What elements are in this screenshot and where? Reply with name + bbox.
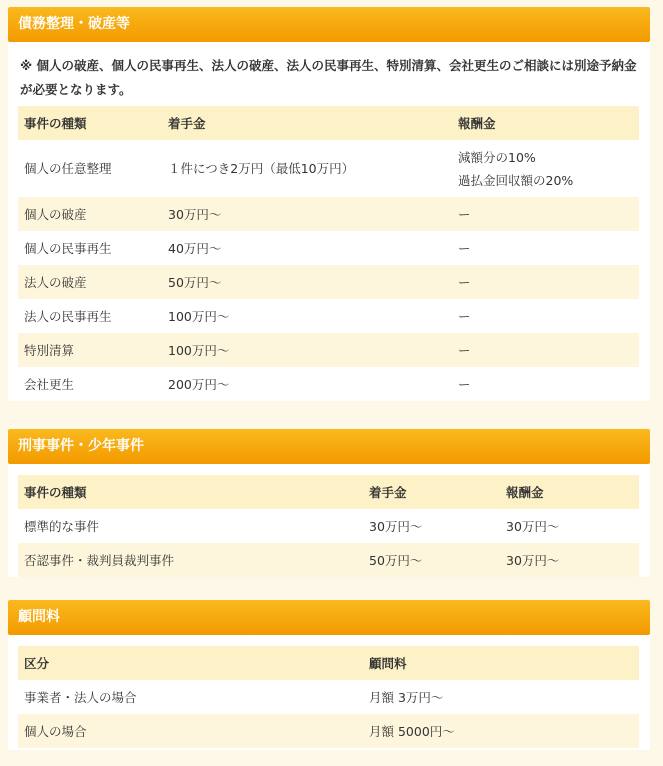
cell-fee: 100万円〜 <box>168 309 230 324</box>
table-header-row <box>18 475 639 509</box>
col-header-fee: 着手金 <box>369 485 407 500</box>
cell-fee: 100万円〜 <box>168 343 230 358</box>
cell-reward: 30万円〜 <box>506 553 560 568</box>
cell-fee: 200万円〜 <box>168 377 230 392</box>
cell-type: 法人の破産 <box>24 275 87 290</box>
table-row <box>18 140 639 197</box>
criminal-fee-table <box>18 475 639 577</box>
table-row <box>18 197 639 231</box>
cell-type: 会社更生 <box>24 377 75 392</box>
table-row <box>18 509 639 543</box>
cell-type: 個人の場合 <box>24 724 87 739</box>
cell-fee: 50万円〜 <box>369 553 423 568</box>
cell-fee: 40万円〜 <box>168 241 222 256</box>
cell-reward: ー <box>458 309 471 324</box>
cell-fee: 30万円〜 <box>369 519 423 534</box>
cell-type: 標準的な事件 <box>24 519 100 534</box>
section-title-retainer: 顧問料 <box>8 600 650 635</box>
cell-type: 否認事件・裁判員裁判事件 <box>24 553 175 568</box>
cell-fee: 月額 3万円〜 <box>369 690 444 705</box>
cell-type: 個人の民事再生 <box>24 241 112 256</box>
table-row <box>18 333 639 367</box>
table-row <box>18 680 639 714</box>
col-header-reward: 報酬金 <box>458 116 496 131</box>
table-row <box>18 265 639 299</box>
col-header-type: 区分 <box>24 656 50 671</box>
cell-reward: 30万円〜 <box>506 519 560 534</box>
table-row <box>18 231 639 265</box>
table-header-row <box>18 106 639 140</box>
section-title-debt: 債務整理・破産等 <box>8 7 650 42</box>
cell-reward: ー <box>458 343 471 358</box>
col-header-type: 事件の種類 <box>24 116 87 131</box>
cell-fee: 50万円〜 <box>168 275 222 290</box>
section-title-criminal: 刑事事件・少年事件 <box>8 429 650 464</box>
table-row <box>18 299 639 333</box>
table-row <box>18 543 639 577</box>
table-row <box>18 367 639 401</box>
section-retainer <box>8 600 650 750</box>
table-header-row <box>18 646 639 680</box>
section-criminal <box>8 429 650 577</box>
cell-reward <box>452 140 639 197</box>
reward-line-1: 減額分の10% <box>458 149 536 165</box>
debt-fee-table <box>18 106 639 401</box>
cell-type: 特別清算 <box>24 343 75 358</box>
cell-type: 事業者・法人の場合 <box>24 690 137 705</box>
cell-fee: １件につき2万円（最低10万円） <box>168 161 355 176</box>
cell-reward: ー <box>458 275 471 290</box>
cell-type: 法人の民事再生 <box>24 309 112 324</box>
col-header-fee: 顧問料 <box>369 656 407 671</box>
section-debt <box>8 7 650 401</box>
cell-fee: 30万円〜 <box>168 207 222 222</box>
cell-reward: ー <box>458 377 471 392</box>
table-row <box>18 714 639 748</box>
retainer-fee-table <box>18 646 639 748</box>
cell-reward: ー <box>458 241 471 256</box>
reward-line-2: 過払金回収額の20% <box>458 172 574 188</box>
cell-reward: ー <box>458 207 471 222</box>
deposit-note: ※ 個人の破産、個人の民事再生、法人の破産、法人の民事再生、特別清算、会社更生のご相談には別途予納金が必要となります。 <box>20 58 637 97</box>
cell-fee: 月額 5000円〜 <box>369 724 455 739</box>
col-header-type: 事件の種類 <box>24 485 87 500</box>
col-header-fee: 着手金 <box>168 116 206 131</box>
cell-type: 個人の任意整理 <box>24 161 112 176</box>
col-header-reward: 報酬金 <box>506 485 544 500</box>
cell-type: 個人の破産 <box>24 207 87 222</box>
